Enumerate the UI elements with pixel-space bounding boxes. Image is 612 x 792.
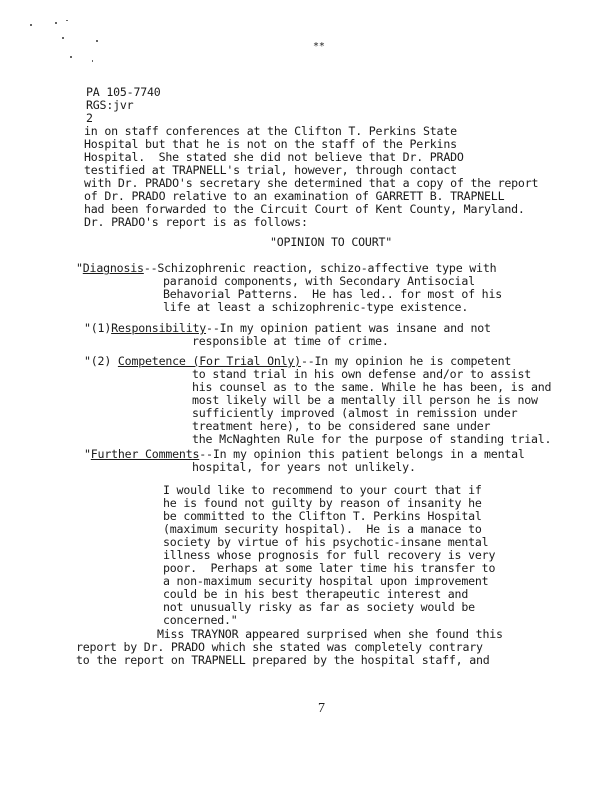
scan-speck: [62, 37, 64, 39]
initials: RGS:jvr: [86, 98, 134, 112]
text-line: illness whose prognosis for full recovery is very: [163, 548, 496, 562]
text-line: concerned.": [163, 613, 238, 627]
text-line: he is found not guilty by reason of insanity he: [163, 496, 482, 510]
text-line: in on staff conferences at the Clifton T. Perkins State: [84, 124, 457, 138]
responsibility-label: Responsibility: [111, 321, 207, 335]
scan-speck: [92, 60, 93, 62]
competence-text: --In my opinion he is competent: [300, 354, 512, 368]
item-prefix: "(2): [84, 354, 118, 368]
scan-speck: [30, 24, 32, 26]
text-line: life at least a schizophrenic-type existence.: [163, 300, 469, 314]
page-number: 7: [318, 701, 325, 716]
page-indicator: 2: [86, 111, 93, 125]
text-line: treatment here), to be considered sane under: [192, 419, 491, 433]
top-mark: **: [313, 41, 325, 52]
text-line: Hospital but that he is not on the staff of the Perkins: [84, 137, 457, 151]
text-line: Miss TRAYNOR appeared surprised when she found this: [157, 627, 503, 641]
further-comments-label: Further Comments: [90, 447, 200, 461]
text-line: not unusually risky as far as society would be: [163, 600, 475, 614]
item-prefix: "(1): [84, 321, 112, 335]
text-line: most likely will be a mentally ill person he is now: [192, 393, 538, 407]
text-line: paranoid components, with Secondary Antisocial: [163, 274, 475, 288]
scan-speck: [96, 40, 98, 42]
text-line: testified at TRAPNELL's trial, however, through contact: [84, 163, 457, 177]
text-line: with Dr. PRADO's secretary she determined that a copy of the report: [84, 176, 539, 190]
open-quote: ": [76, 261, 83, 275]
scan-speck: [55, 22, 57, 24]
text-line: society by virtue of his psychotic-insane mental: [163, 535, 489, 549]
diagnosis-label: Diagnosis: [82, 261, 144, 275]
text-line: the McNaghten Rule for the purpose of standing trial.: [192, 432, 552, 446]
report-title: "OPINION TO COURT": [270, 235, 393, 249]
text-line: to the report on TRAPNELL prepared by the hospital staff, and: [76, 653, 490, 667]
text-line: be committed to the Clifton T. Perkins Hospital: [163, 509, 482, 523]
scan-speck: [66, 20, 68, 21]
further-comments-text: --In my opinion this patient belongs in a mental: [199, 447, 525, 461]
scan-speck: [70, 56, 72, 58]
competence-label: Competence (For Trial Only): [117, 354, 301, 368]
file-number: PA 105-7740: [86, 85, 161, 99]
text-line: his counsel as to the same. While he has been, is and: [192, 380, 552, 394]
text-line: poor. Perhaps at some later time his transfer to: [163, 561, 496, 575]
text-line: report by Dr. PRADO which she stated was completely contrary: [76, 640, 483, 654]
text-line: had been forwarded to the Circuit Court of Kent County, Maryland.: [84, 202, 525, 216]
responsibility-text: --In my opinion patient was insane and not: [206, 321, 491, 335]
text-line: to stand trial in his own defense and/or to assist: [192, 367, 532, 381]
text-line: (maximum security hospital). He is a manace to: [163, 522, 482, 536]
text-line: sufficiently improved (almost in remission under: [192, 406, 518, 420]
text-line: hospital, for years not unlikely.: [192, 460, 416, 474]
open-quote: ": [84, 447, 91, 461]
text-line: a non-maximum security hospital upon improvement: [163, 574, 489, 588]
text-line: could be in his best therapeutic interest and: [163, 587, 469, 601]
text-line: I would like to recommend to your court that if: [163, 483, 482, 497]
text-line: responsible at time of crime.: [192, 334, 389, 348]
text-line: Dr. PRADO's report is as follows:: [84, 215, 308, 229]
text-line: Behavorial Patterns. He has led.. for most of his: [163, 287, 503, 301]
text-line: Hospital. She stated she did not believe that Dr. PRADO: [84, 150, 464, 164]
text-line: of Dr. PRADO relative to an examination of GARRETT B. TRAPNELL: [84, 189, 505, 203]
diagnosis-text: --Schizophrenic reaction, schizo-affective type with: [143, 261, 497, 275]
